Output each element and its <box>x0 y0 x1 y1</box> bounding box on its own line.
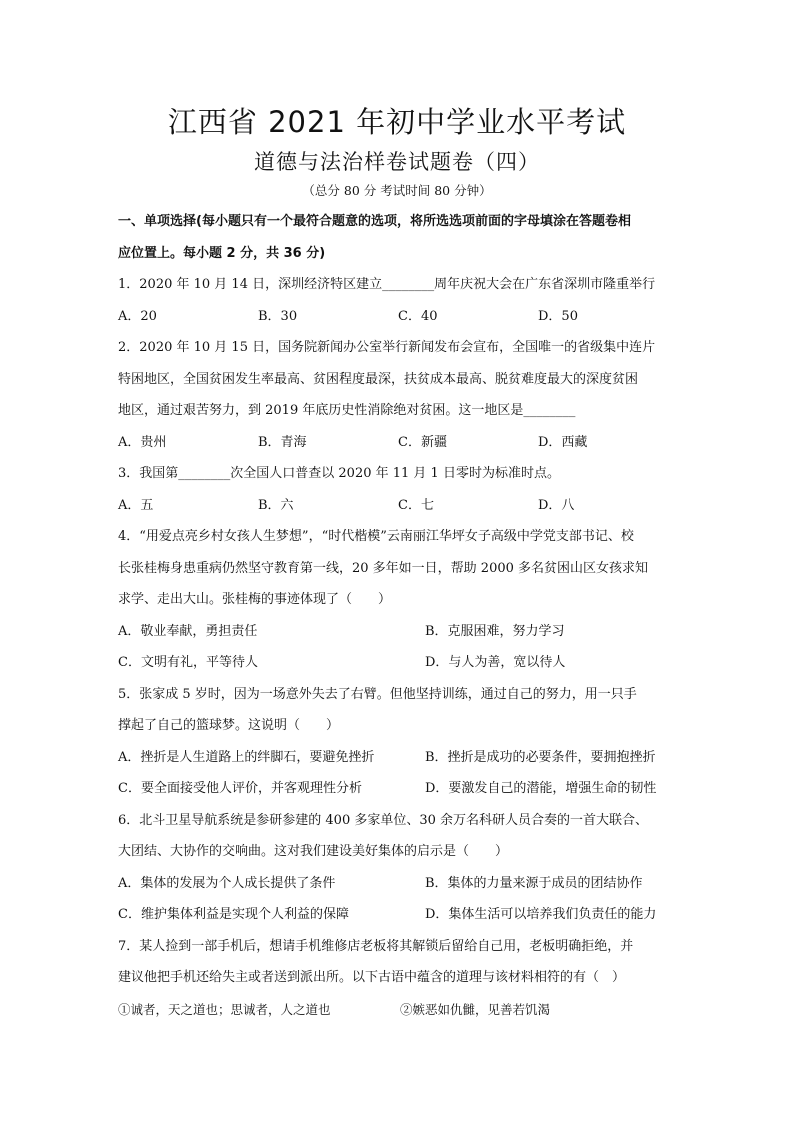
option-c: C．七 <box>398 497 434 513</box>
question-text: 4．“用爱点亮乡村女孩人生梦想”，“时代楷模”云南丽江华坪女子高级中学党支部书记、校 <box>118 529 634 544</box>
question-options <box>118 427 678 459</box>
option-b: B．挫折是成功的必要条件，要拥抱挫折 <box>425 749 656 765</box>
exam-subtitle: 道德与法治样卷试题卷（四） <box>254 150 540 174</box>
option-d: D．50 <box>538 308 578 324</box>
question-options <box>118 899 678 931</box>
exam-content <box>118 206 678 1025</box>
option-c: C．文明有礼，平等待人 <box>118 655 258 670</box>
question-text: 特困地区，全国贫困发生率最高、贫困程度最深，扶贫成本最高、脱贫难度最大的深度贫困 <box>118 371 639 387</box>
section-heading: 一、单项选择(每小题只有一个最符合题意的选项，将所选选项前面的字母填涂在答题卷相 <box>118 214 631 229</box>
option-c: C．维护集体利益是实现个人利益的保障 <box>118 907 349 922</box>
option-a: A．20 <box>118 308 157 324</box>
question-text: 撑起了自己的篮球梦。这说明（ ） <box>118 718 340 733</box>
question-text: 长张桂梅身患重病仍然坚守教育第一线，20 多年如一日，帮助 2000 多名贫困山区女孩求知 <box>118 560 649 576</box>
question-sub-items <box>118 994 678 1026</box>
option-a: A．敬业奉献，勇担责任 <box>118 623 258 639</box>
question-text: 7．某人捡到一部手机后，想请手机维修店老板将其解锁后留给自己用，老板明确拒绝，并 <box>118 938 634 954</box>
question-text: 5．张家成 5 岁时，因为一场意外失去了右臂。但他坚持训练，通过自己的努力，用一只手 <box>118 686 637 702</box>
question-text: 1．2020 年 10 月 14 日，深圳经济特区建立________周年庆祝大会在广东省深圳市隆重举行 <box>118 277 656 292</box>
question-options <box>118 742 678 774</box>
question-text: 求学、走出大山。张桂梅的事迹体现了（ ） <box>118 592 392 607</box>
option-a: A．挫折是人生道路上的绊脚石，要避免挫折 <box>118 749 375 765</box>
option-d: D．八 <box>538 497 575 513</box>
section-heading: 应位置上。每小题 2 分，共 36 分) <box>118 245 326 261</box>
question-options <box>118 868 678 900</box>
option-b: B．克服困难，努力学习 <box>425 623 565 639</box>
question-options <box>118 301 678 333</box>
option-b: B．六 <box>258 497 294 513</box>
question-text: 2．2020 年 10 月 15 日，国务院新闻办公室举行新闻发布会宣布，全国唯一的省级集中连片 <box>118 340 656 355</box>
option-c: C．40 <box>398 308 438 324</box>
question-text: 地区，通过艰苦努力，到 2019 年底历史性消除绝对贫困。这一地区是________ <box>118 403 576 418</box>
option-b: B．30 <box>258 308 298 324</box>
option-d: D．西藏 <box>538 434 588 450</box>
question-options <box>118 616 678 648</box>
question-options <box>118 773 678 805</box>
option-d: D．集体生活可以培养我们负责任的能力 <box>425 907 657 922</box>
question-text: 建议他把手机还给失主或者送到派出所。以下古语中蕴含的道理与该材料相符的有（ ） <box>118 970 626 985</box>
sub-item-1: ①诚者，天之道也；思诚者，人之道也 <box>118 1001 331 1017</box>
question-text: 6．北斗卫星导航系统是参研参建的 400 多家单位、30 余万名科研人员合奏的一首大联合、 <box>118 812 649 828</box>
option-c: C．新疆 <box>398 434 447 450</box>
question-options <box>118 647 678 679</box>
question-text: 3．我国第________次全国人口普查以 2020 年 11 月 1 日零时为标准时点。 <box>118 466 560 481</box>
exam-note: （总分 80 分 考试时间 80 分钟） <box>302 183 492 198</box>
question-options <box>118 490 678 522</box>
option-a: A．贵州 <box>118 434 167 450</box>
option-c: C．要全面接受他人评价，并客观理性分析 <box>118 781 362 796</box>
sub-item-2: ②嫉恶如仇雠，见善若饥渴 <box>400 1001 551 1017</box>
question-text: 大团结、大协作的交响曲。这对我们建设美好集体的启示是（ ） <box>118 844 509 859</box>
option-b: B．青海 <box>258 434 307 450</box>
exam-title: 江西省 2021 年初中学业水平考试 <box>167 105 627 139</box>
option-a: A．五 <box>118 497 154 513</box>
option-b: B．集体的力量来源于成员的团结协作 <box>425 875 643 891</box>
option-d: D．与人为善，宽以待人 <box>425 655 566 670</box>
option-a: A．集体的发展为个人成长提供了条件 <box>118 875 336 891</box>
option-d: D．要激发自己的潜能，增强生命的韧性 <box>425 781 657 796</box>
